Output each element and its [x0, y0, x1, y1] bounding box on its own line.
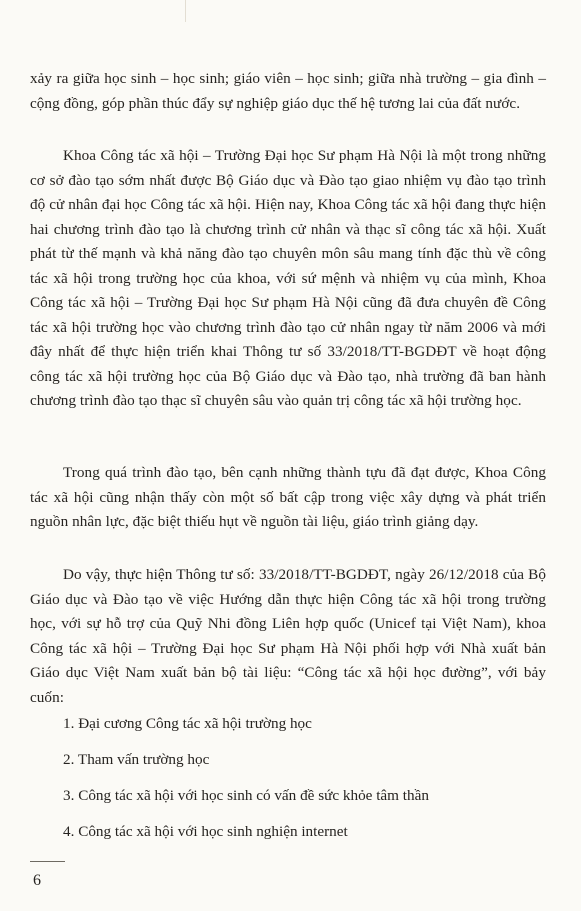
paragraph-faculty-intro: Khoa Công tác xã hội – Trường Đại học Sư phạm Hà Nội là một trong những cơ sở đào tạo sớm nhất được Bộ Giáo dục và Đào tạo giao nhiệm vụ đào tạo trình độ cử nhân đại học Công tác xã hội. Hiện nay, Khoa Công tác xã hội đang thực hiện hai chương trình đào tạo là chương trình cử nhân và thạc sĩ công tác xã hội. Xuất phát từ thế mạnh và khả năng đào tạo chuyên môn sâu mang tính đặc thù về công tác xã hội trong trường học của khoa, với sứ mệnh và nhiệm vụ của mình, Khoa Công tác xã hội – Trường Đại học Sư phạm Hà Nội cũng đã đưa chuyên đề Công tác xã hội trường học vào chương trình đào tạo cử nhân ngay từ năm 2006 và mới đây nhất để thực hiện triển khai Thông tư số 33/2018/TT-BGDĐT về hoạt động công tác xã hội trường học của Bộ Giáo dục và Đào tạo, nhà trường đã ban hành chương trình đào tạo thạc sĩ chuyên sâu vào quản trị công tác xã hội trường học.: [30, 147, 546, 409]
book-list-item: 3. Công tác xã hội với học sinh có vấn đề sức khỏe tâm thần: [63, 787, 429, 804]
page-fold-mark: [185, 0, 186, 22]
paragraph-continuation: xảy ra giữa học sinh – học sinh; giáo viên – học sinh; giữa nhà trường – gia đình – cộng đồng, góp phần thúc đẩy sự nghiệp giáo dục thế hệ tương lai của đất nước.: [30, 70, 546, 112]
paragraph-training-challenges: Trong quá trình đào tạo, bên cạnh những thành tựu đã đạt được, Khoa Công tác xã hội cũng nhận thấy còn một số bất cập trong việc xây dựng và phát triển nguồn nhân lực, đặc biệt thiếu hụt về nguồn tài liệu, giáo trình giảng dạy.: [30, 464, 546, 530]
book-list: [63, 712, 429, 856]
page-number: 6: [33, 872, 41, 889]
book-list-item: 1. Đại cương Công tác xã hội trường học: [63, 715, 312, 732]
footer-divider: [30, 861, 65, 862]
paragraph-publication-series: Do vậy, thực hiện Thông tư số: 33/2018/TT-BGDĐT, ngày 26/12/2018 của Bộ Giáo dục và Đào tạo về việc Hướng dẫn thực hiện Công tác xã hội trong trường học, với sự hỗ trợ của Quỹ Nhi đồng Liên hợp quốc (Unicef tại Việt Nam), khoa Công tác xã hội – Trường Đại học Sư phạm Hà Nội phối hợp với Nhà xuất bản Giáo dục Việt Nam xuất bản bộ tài liệu: “Công tác xã hội học đường”, với bảy cuốn:: [30, 566, 546, 706]
book-list-item: 2. Tham vấn trường học: [63, 751, 210, 768]
book-list-item: 4. Công tác xã hội với học sinh nghiện internet: [63, 823, 348, 840]
